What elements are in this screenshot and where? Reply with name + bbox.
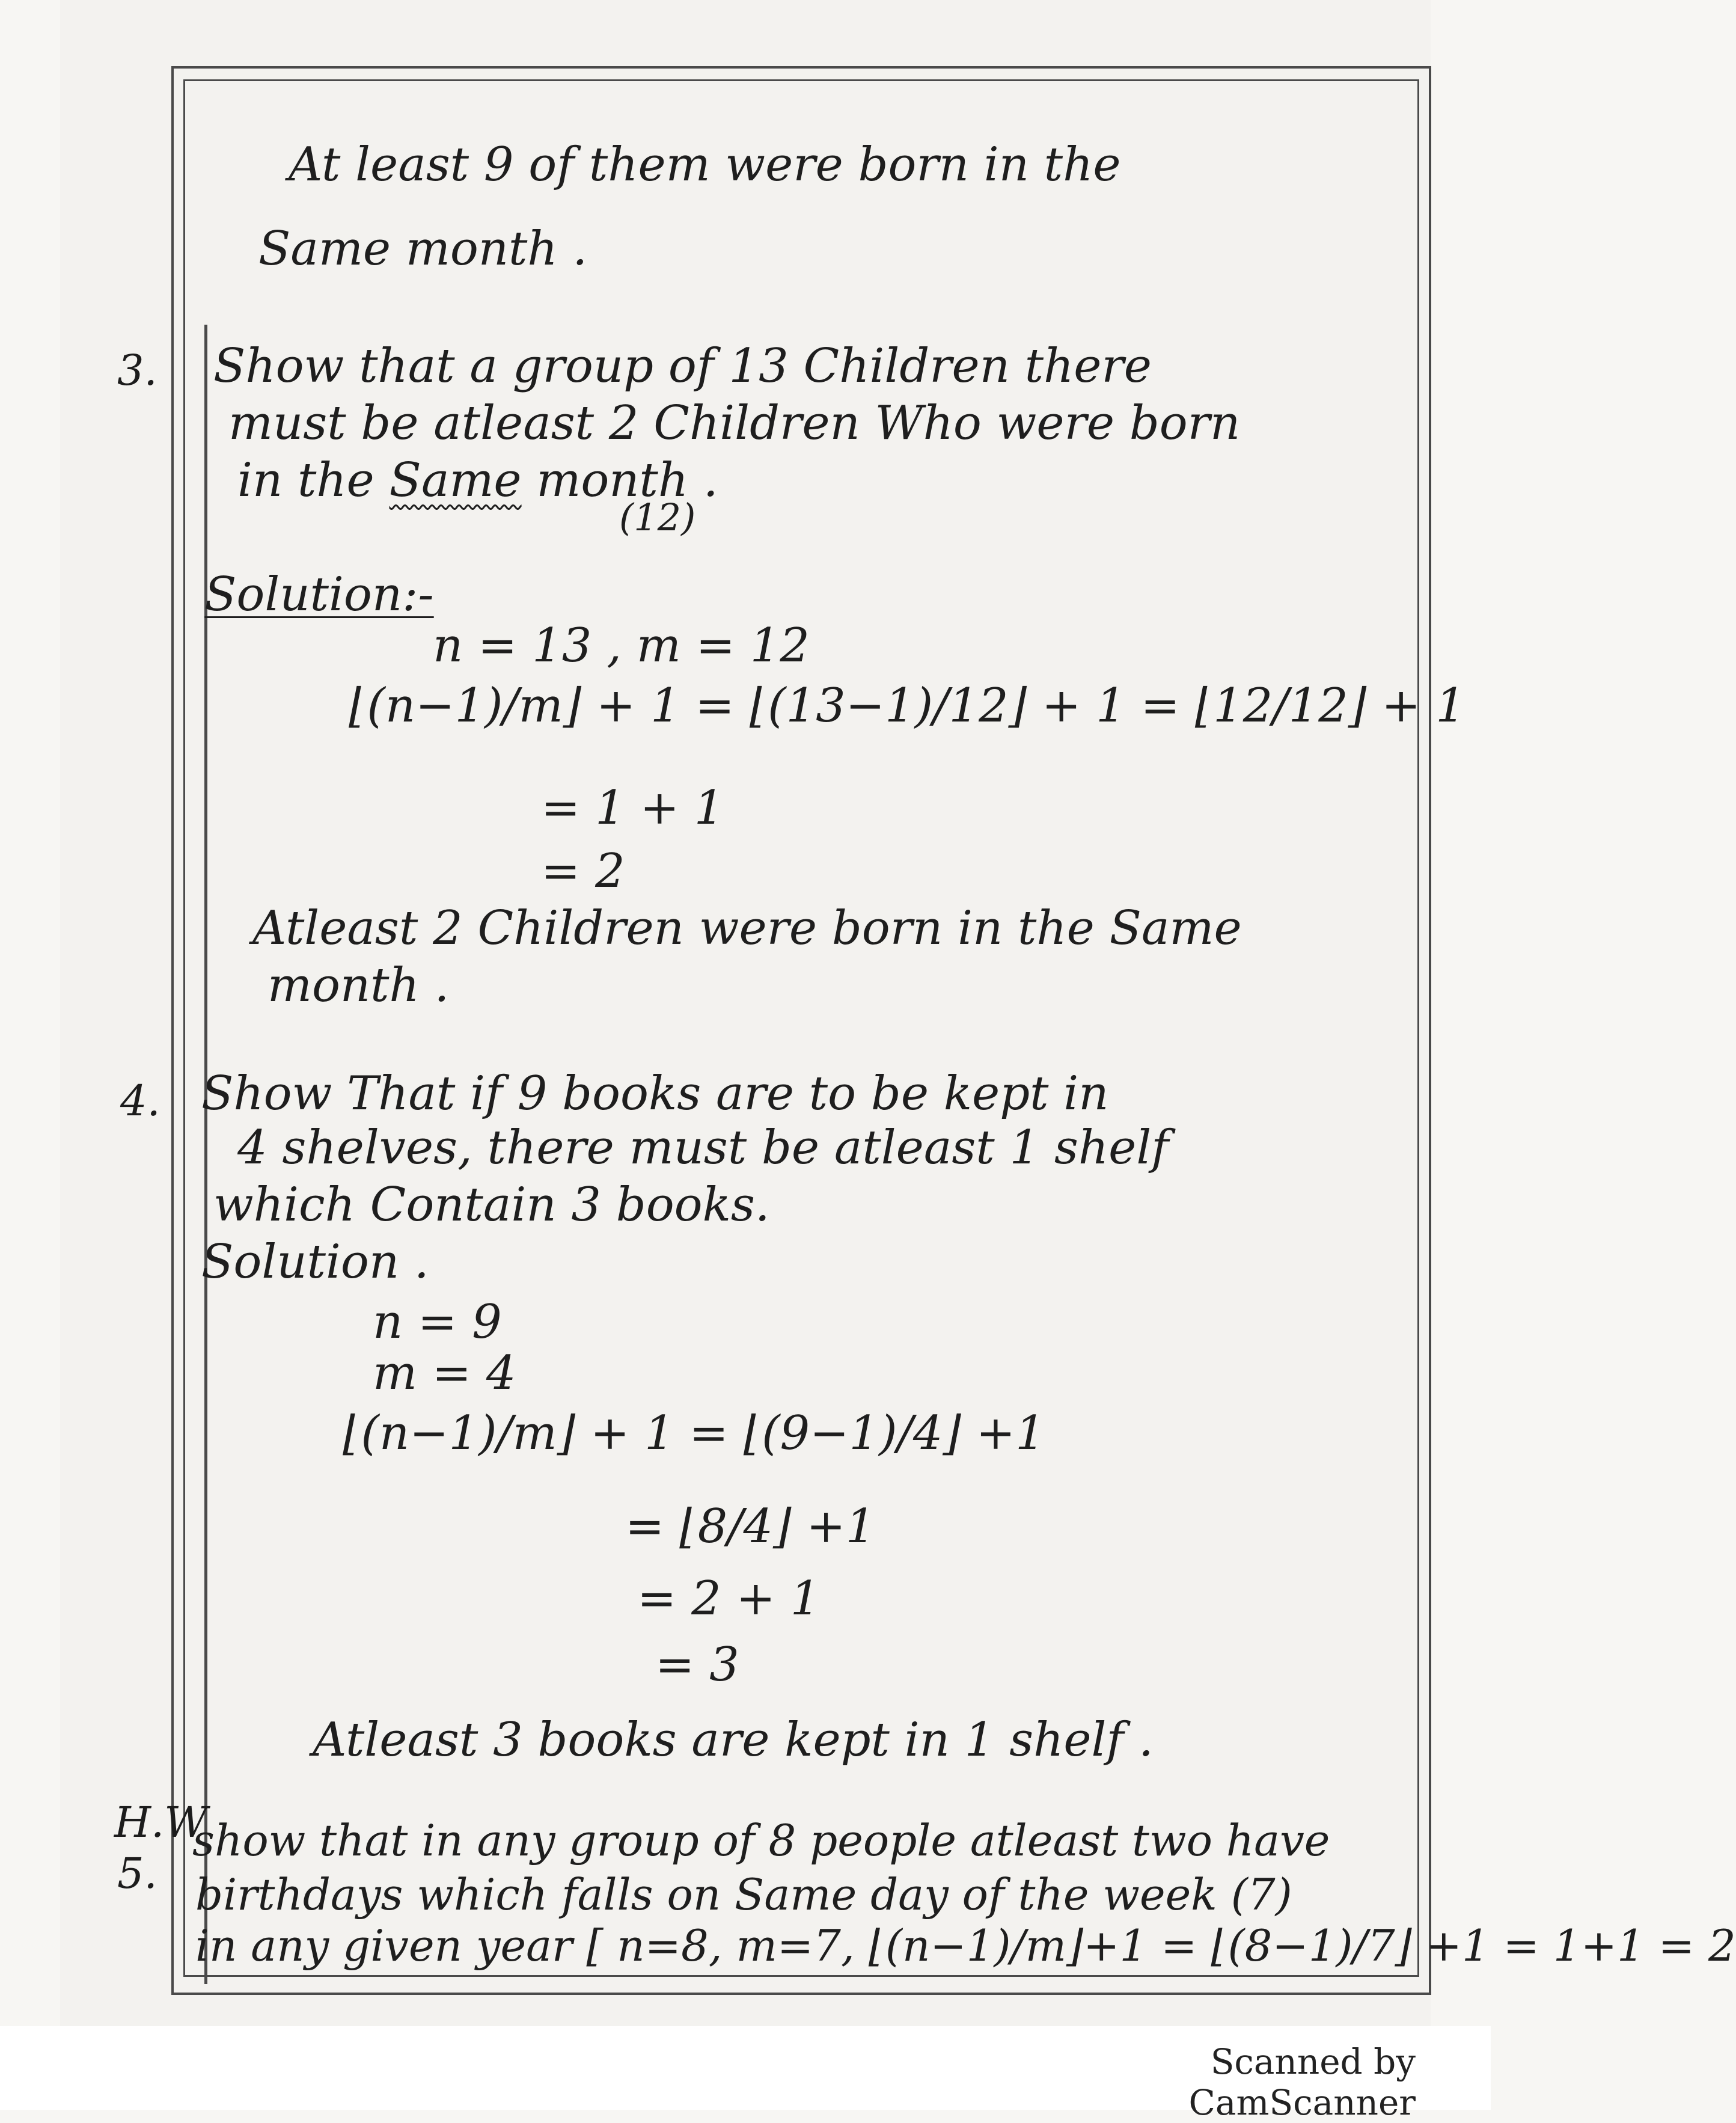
q5-line-2: birthdays which falls on Same day of the week (7) — [195, 1869, 1292, 1920]
q3-line-3-prefix: in the — [237, 453, 390, 507]
question-4-number: 4. — [120, 1076, 160, 1126]
q3-given: n = 13 , m = 12 — [433, 619, 810, 673]
q4-step-2: = 2 + 1 — [637, 1572, 821, 1626]
q5-line-1: show that in any group of 8 people atleast two have — [192, 1815, 1330, 1866]
q4-line-1: Show That if 9 books are to be kept in — [201, 1067, 1109, 1121]
q4-given-m: m = 4 — [373, 1346, 516, 1400]
q3-conclusion-1: Atleast 2 Children were born in the Same — [252, 901, 1242, 955]
q4-given-n: n = 9 — [373, 1295, 502, 1349]
scanner-watermark: Scanned by CamScanner — [1188, 2041, 1416, 2123]
q4-line-3: which Contain 3 books. — [213, 1178, 770, 1232]
intro-line-1: At least 9 of them were born in the — [289, 138, 1121, 192]
q3-step-1: = 1 + 1 — [541, 781, 724, 835]
q3-formula: ⌊(n−1)/m⌋ + 1 = ⌊(13−1)/12⌋ + 1 = ⌊12/12⌋ + 1 — [349, 679, 1466, 733]
q4-formula: ⌊(n−1)/m⌋ + 1 = ⌊(9−1)/4⌋ +1 — [343, 1406, 1045, 1460]
q4-step-3: = 3 — [655, 1638, 739, 1692]
q3-line-3-suffix: month . — [521, 453, 718, 507]
q3-solution-label: Solution:- — [204, 568, 434, 622]
q4-step-1: = ⌊8/4⌋ +1 — [625, 1500, 876, 1554]
q3-line-2: must be atleast 2 Children Who were born — [228, 396, 1241, 450]
q4-line-2: 4 shelves, there must be atleast 1 shelf — [237, 1121, 1169, 1175]
q4-solution-label: Solution . — [201, 1235, 429, 1289]
question-3-number: 3. — [117, 346, 157, 395]
q3-line-1: Show that a group of 13 Children there — [213, 339, 1152, 393]
q3-conclusion-2: month . — [267, 958, 450, 1012]
q3-same-underlined: Same — [389, 453, 522, 507]
question-5-number: 5. — [117, 1849, 157, 1898]
hw-label: H.W — [114, 1798, 208, 1847]
intro-line-2: Same month . — [258, 222, 588, 276]
q5-line-3: in any given year [ n=8, m=7, ⌊(n−1)/m⌋+1 = ⌊(8−1)/7⌋ +1 = 1+1 = 2 — [195, 1920, 1736, 1971]
q3-step-2: = 2 — [541, 844, 625, 898]
q3-note: (12) — [619, 495, 696, 539]
q4-conclusion: Atleast 3 books are kept in 1 shelf . — [313, 1713, 1154, 1767]
